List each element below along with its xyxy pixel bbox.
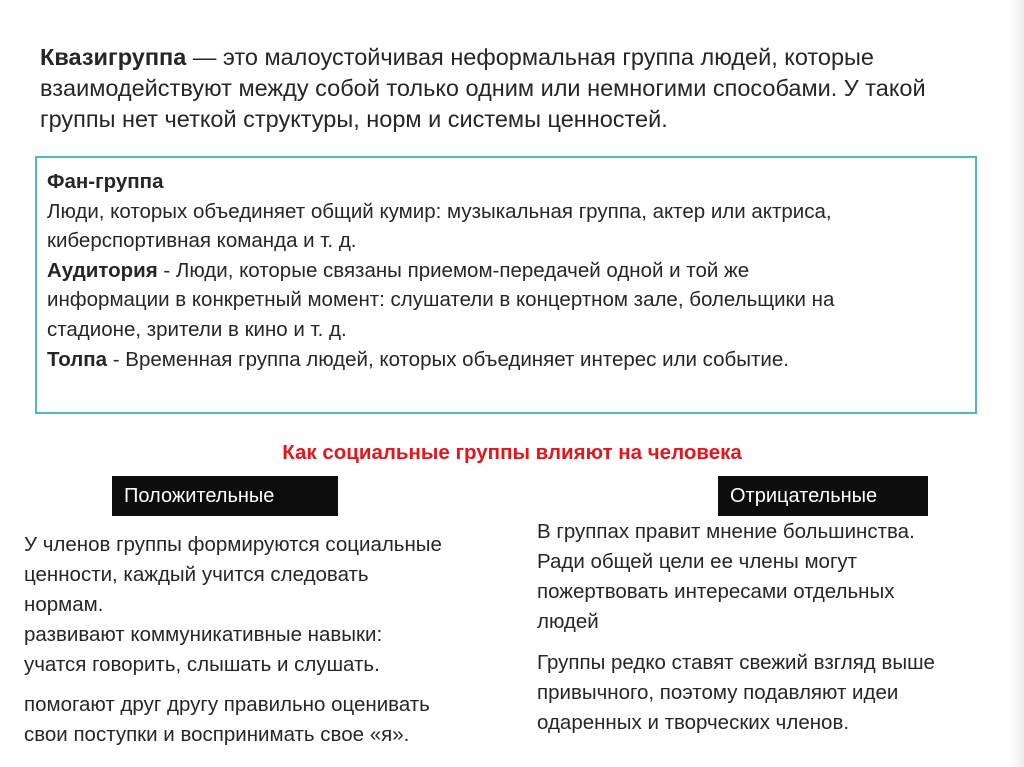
- fan-group-line-1: Люди, которых объединяет общий кумир: музыкальная группа, актер или актриса,: [47, 199, 832, 223]
- positive-p1-line-1: У членов группы формируются социальные: [24, 533, 442, 556]
- audience-line-2: информации в конкретный момент: слушатели в концертном зале, болельщики на: [47, 288, 835, 312]
- influence-title: Как социальные группы влияют на человека: [282, 441, 742, 464]
- intro-term: Квазигруппа: [40, 44, 187, 70]
- negative-p1-line-4: людей: [537, 610, 599, 633]
- positive-p3-line-2: свои поступки и воспринимать свое «я».: [24, 723, 410, 746]
- fan-group-line-2: киберспортивная команда и т. д.: [47, 229, 357, 253]
- crowd-line-1: [47, 345, 965, 375]
- positive-p2-line-1: развивают коммуникативные навыки:: [24, 623, 383, 646]
- negative-p1-line-1: В группах правит мнение большинства.: [537, 520, 915, 543]
- crowd-line-1-text: - Временная группа людей, которых объединяет интерес или событие.: [107, 347, 789, 371]
- fan-group-term: [47, 167, 965, 197]
- audience-term: Аудитория: [47, 258, 158, 282]
- quasigroup-types-box: [35, 156, 977, 414]
- audience-line-1-text: - Люди, которые связаны приемом-передачей одной и той же: [157, 258, 750, 282]
- crowd-term: Толпа: [47, 347, 108, 371]
- negative-paragraph-2: [537, 648, 935, 738]
- negative-p2-line-1: Группы редко ставят свежий взгляд выше: [537, 651, 935, 674]
- positive-paragraph-2: [24, 620, 382, 680]
- positive-paragraph-3: [24, 690, 430, 750]
- negative-p1-line-2: Ради общей цели ее члены могут: [537, 550, 858, 573]
- negative-p2-line-2: привычного, поэтому подавляют идеи: [537, 681, 899, 704]
- negative-label: Отрицательные: [718, 476, 928, 516]
- intro-definition: [40, 42, 1000, 135]
- fan-group-term-text: Фан-группа: [47, 170, 164, 193]
- audience-line-1: [47, 256, 965, 286]
- positive-p1-line-3: нормам.: [24, 593, 104, 616]
- positive-paragraph-1: [24, 530, 442, 620]
- intro-definition-text: — это малоустойчивая неформальная группа людей, которые взаимодействуют между собой только одним или немногими способами. У такой группы нет четкой структуры, норм и системы ценностей.: [40, 44, 926, 132]
- positive-p1-line-2: ценности, каждый учится следовать: [24, 563, 369, 586]
- audience-line-3: стадионе, зрители в кино и т. д.: [47, 317, 347, 341]
- negative-paragraph-1: [537, 517, 915, 637]
- positive-label: Положительные: [112, 476, 338, 516]
- negative-p1-line-3: пожертвовать интересами отдельных: [537, 580, 895, 603]
- positive-p3-line-1: помогают друг другу правильно оценивать: [24, 693, 430, 716]
- positive-p2-line-2: учатся говорить, слышать и слушать.: [24, 653, 380, 676]
- negative-p2-line-3: одаренных и творческих членов.: [537, 711, 850, 734]
- slide-edge-shadow: [1010, 0, 1024, 767]
